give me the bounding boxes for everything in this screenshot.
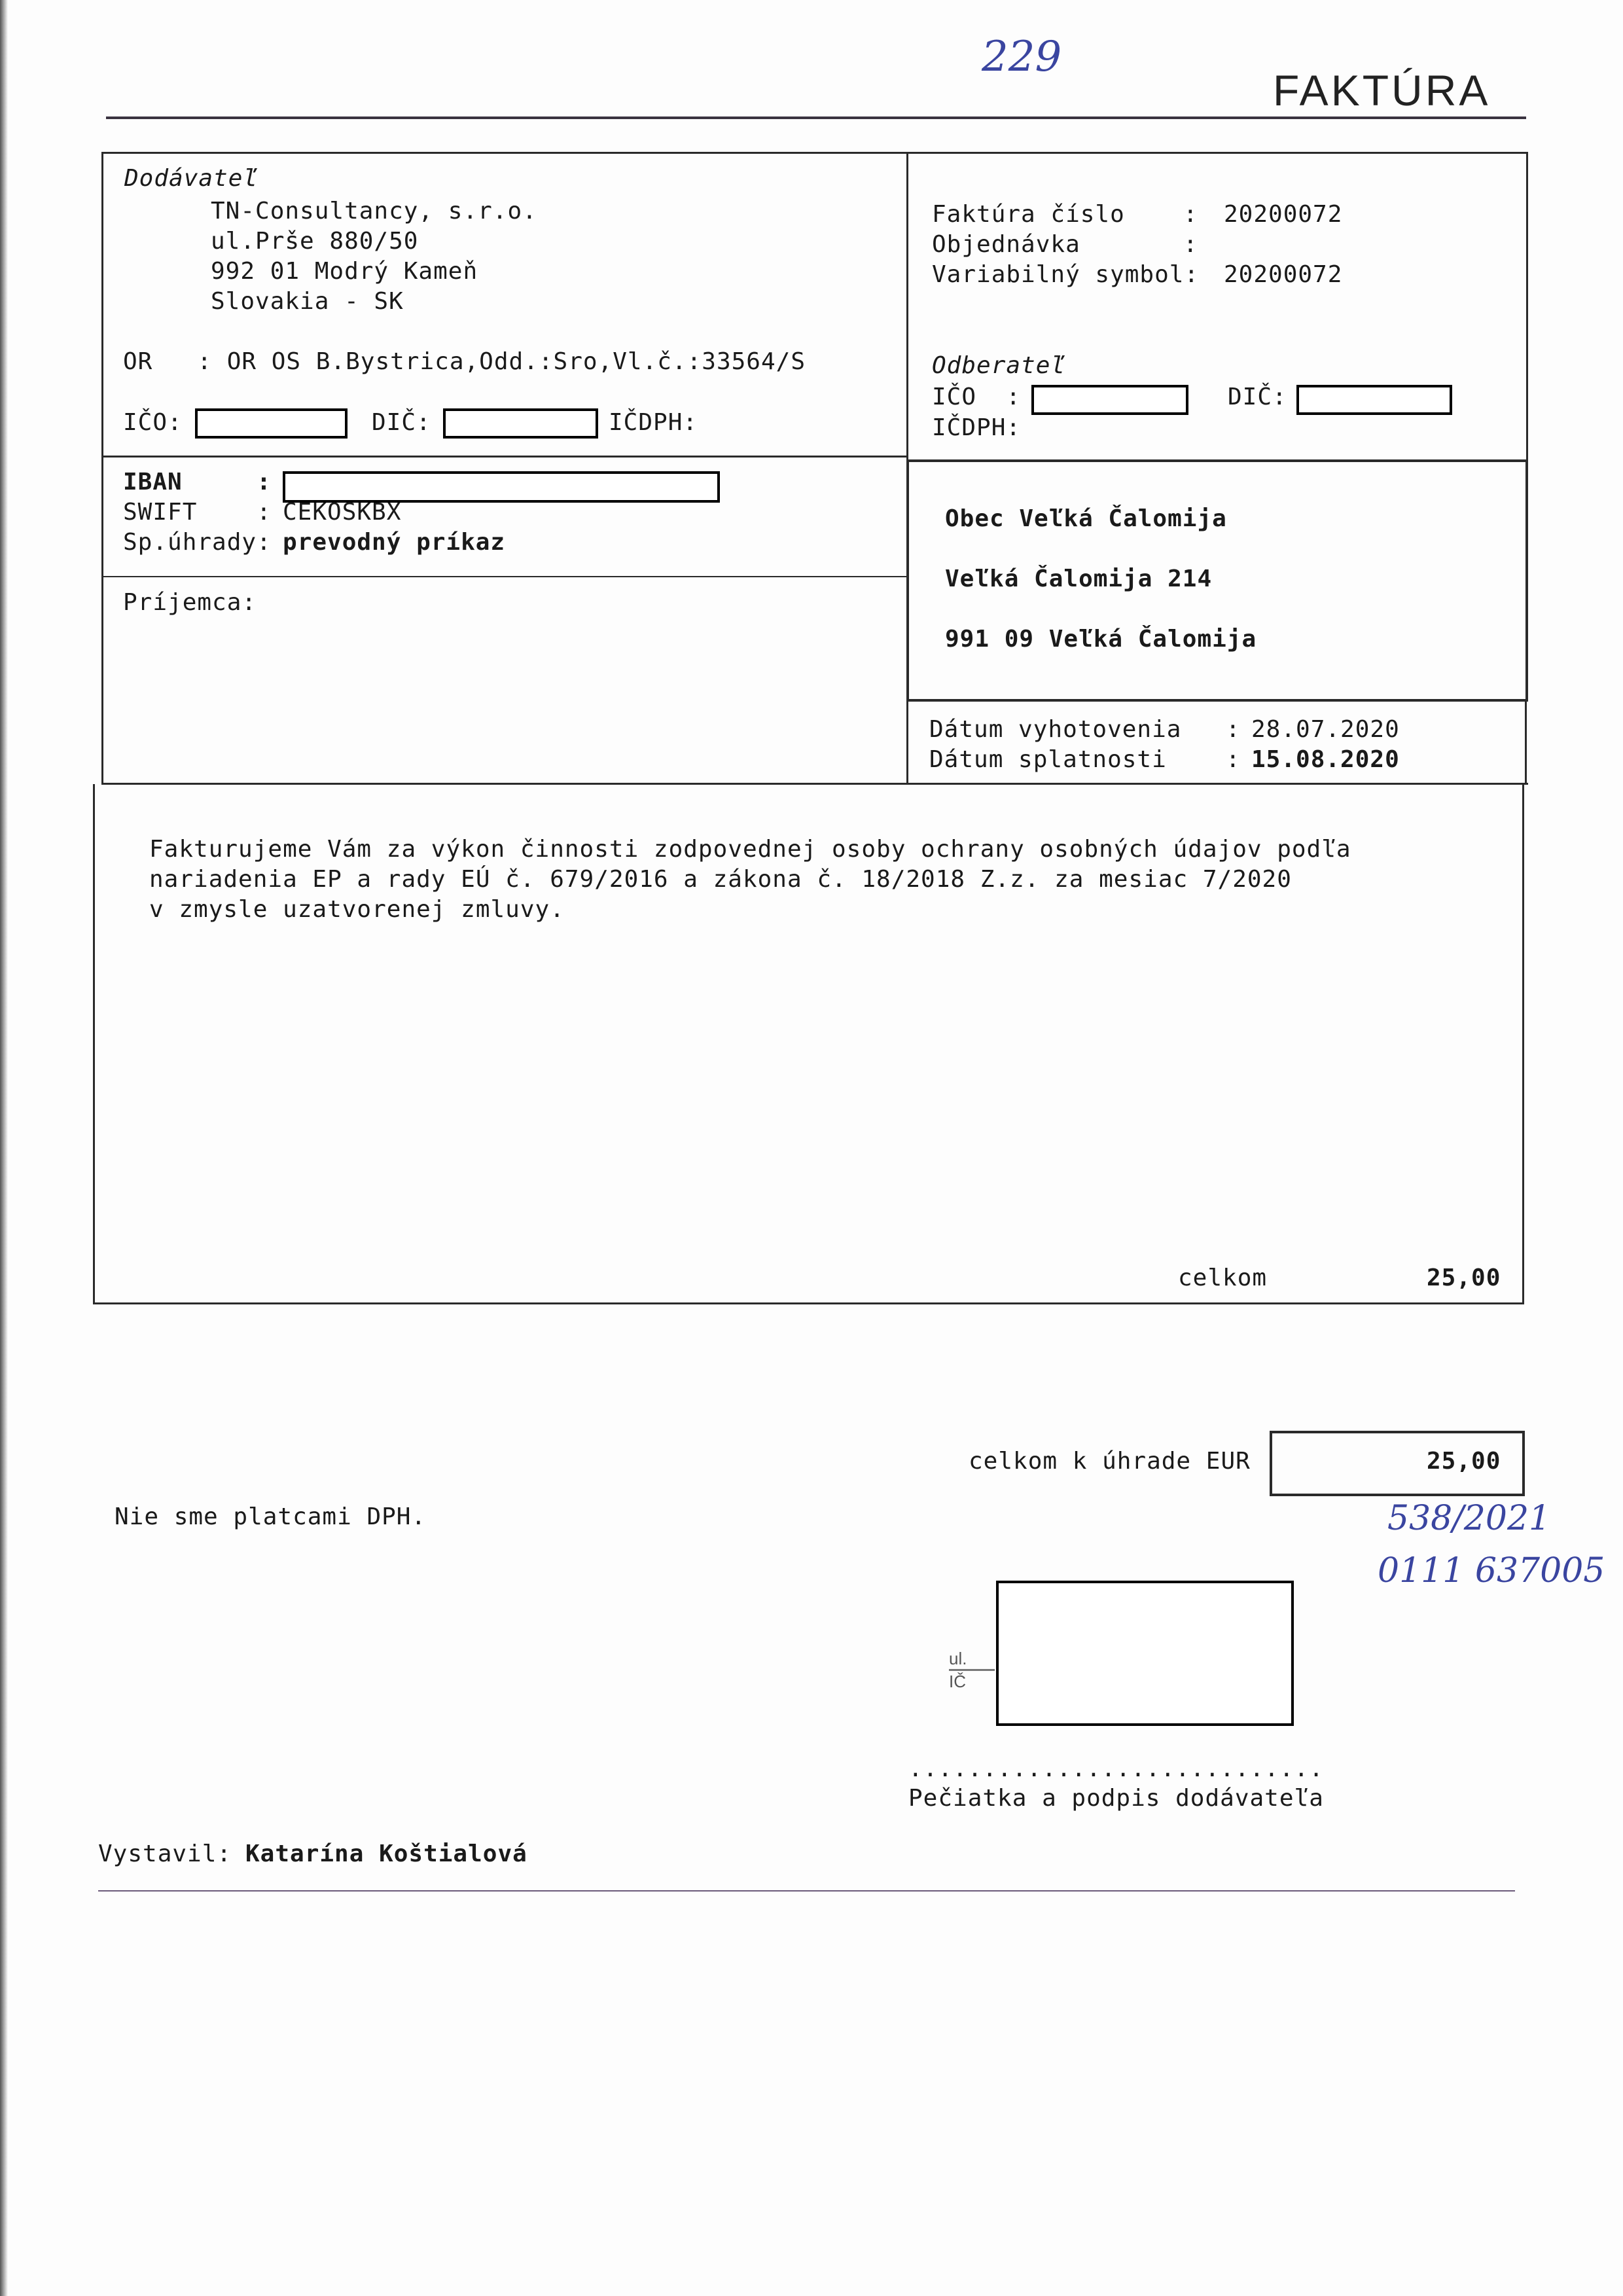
customer-street: Veľká Čalomija 214 <box>945 565 1213 592</box>
variable-symbol-value: 20200072 <box>1224 261 1343 288</box>
customer-name: Obec Veľká Čalomija <box>945 505 1227 532</box>
description-right-border <box>1522 784 1524 1304</box>
handwritten-number: 229 <box>982 33 1062 81</box>
redacted-customer-dic <box>1296 385 1452 415</box>
iban-label: IBAN : <box>123 469 272 495</box>
description-line: nariadenia EP a rady EÚ č. 679/2016 a zákona č. 18/2018 Z.z. za mesiac 7/2020 <box>149 866 1292 893</box>
issue-date-label: Dátum vyhotovenia <box>929 716 1182 743</box>
invoice-number-value: 20200072 <box>1224 201 1343 228</box>
stamp-fragment <box>949 1649 995 1691</box>
total-value: 25,00 <box>1427 1265 1501 1291</box>
stamp-text: IČ <box>949 1672 966 1691</box>
customer-icdph-label: IČDPH: <box>932 414 1022 441</box>
payment-method-label: Sp.úhrady: <box>123 529 272 556</box>
due-date-sep: : <box>1226 746 1241 773</box>
customer-ico-label: IČO : <box>932 384 1022 410</box>
signature-dots: ............................ <box>908 1755 1324 1782</box>
handwritten-note: 0111 637005 <box>1378 1551 1605 1590</box>
redacted-stamp <box>996 1581 1294 1726</box>
dates-right-border <box>1525 700 1527 784</box>
customer-heading: Odberateľ <box>932 352 1066 379</box>
payment-method-value: prevodný príkaz <box>283 529 506 556</box>
supplier-icdph-label: IČDPH: <box>609 409 698 436</box>
footer-rule <box>98 1890 1515 1892</box>
page-title: FAKTÚRA <box>1273 66 1491 115</box>
supplier-bank-divider <box>101 456 908 457</box>
scan-edge <box>0 0 8 2296</box>
issued-by-name: Katarína Koštialová <box>245 1840 527 1867</box>
supplier-address <box>211 196 537 317</box>
handwritten-note: 538/2021 <box>1387 1499 1551 1538</box>
description-line: v zmysle uzatvorenej zmluvy. <box>149 896 565 923</box>
stamp-text: ul. <box>949 1649 967 1668</box>
box-bottom-border <box>101 783 1528 785</box>
description-line: Fakturujeme Vám za výkon činnosti zodpovednej osoby ochrany osobných údajov podľa <box>149 836 1351 863</box>
invoice-number-sep: : <box>1183 201 1198 228</box>
recipient-label: Príjemca: <box>123 589 257 616</box>
swift-label: SWIFT : <box>123 499 272 526</box>
supplier-street: ul.Prše 880/50 <box>211 228 419 255</box>
order-label: Objednávka <box>932 231 1080 258</box>
description-bottom-border <box>93 1302 1524 1304</box>
bank-recipient-divider <box>101 576 908 577</box>
description-text <box>149 834 1351 925</box>
vat-note: Nie sme platcami DPH. <box>115 1503 427 1530</box>
stamp-line <box>949 1669 995 1671</box>
box-left-border <box>101 152 103 784</box>
amount-due-label: celkom k úhrade EUR <box>969 1448 1251 1475</box>
customer-city: 991 09 Veľká Čalomija <box>945 626 1257 653</box>
supplier-city: 992 01 Modrý Kameň <box>211 258 478 285</box>
supplier-ico-label: IČO: <box>123 409 183 436</box>
due-date-value: 15.08.2020 <box>1251 746 1400 773</box>
amount-due-value: 25,00 <box>1427 1448 1501 1475</box>
supplier-register: OR : OR OS B.Bystrica,Odd.:Sro,Vl.č.:33564/S <box>123 348 806 375</box>
issue-date-sep: : <box>1226 716 1241 743</box>
signature-label: Pečiatka a podpis dodávateľa <box>908 1785 1324 1812</box>
box-right-border <box>1526 152 1528 461</box>
supplier-heading: Dodávateľ <box>124 165 259 192</box>
customer-dic-label: DIČ: <box>1228 384 1287 410</box>
swift-value: CEKOSKBX <box>283 499 402 526</box>
supplier-country: Slovakia - SK <box>211 288 404 315</box>
variable-symbol-label: Variabilný symbol: <box>932 261 1200 288</box>
due-date-label: Dátum splatnosti <box>929 746 1167 773</box>
redacted-customer-ico <box>1031 385 1188 415</box>
description-left-border <box>93 784 95 1304</box>
supplier-dic-label: DIČ: <box>372 409 431 436</box>
order-sep: : <box>1183 231 1198 258</box>
header-rule <box>106 117 1526 119</box>
invoice-number-label: Faktúra číslo <box>932 201 1125 228</box>
supplier-name: TN-Consultancy, s.r.o. <box>211 198 537 224</box>
issue-date-value: 28.07.2020 <box>1251 716 1400 743</box>
issued-by-label: Vystavil: <box>98 1840 232 1867</box>
total-label: celkom <box>1178 1265 1268 1291</box>
redacted-supplier-ico <box>195 408 348 439</box>
box-top-border <box>101 152 1528 154</box>
redacted-supplier-dic <box>443 408 598 439</box>
